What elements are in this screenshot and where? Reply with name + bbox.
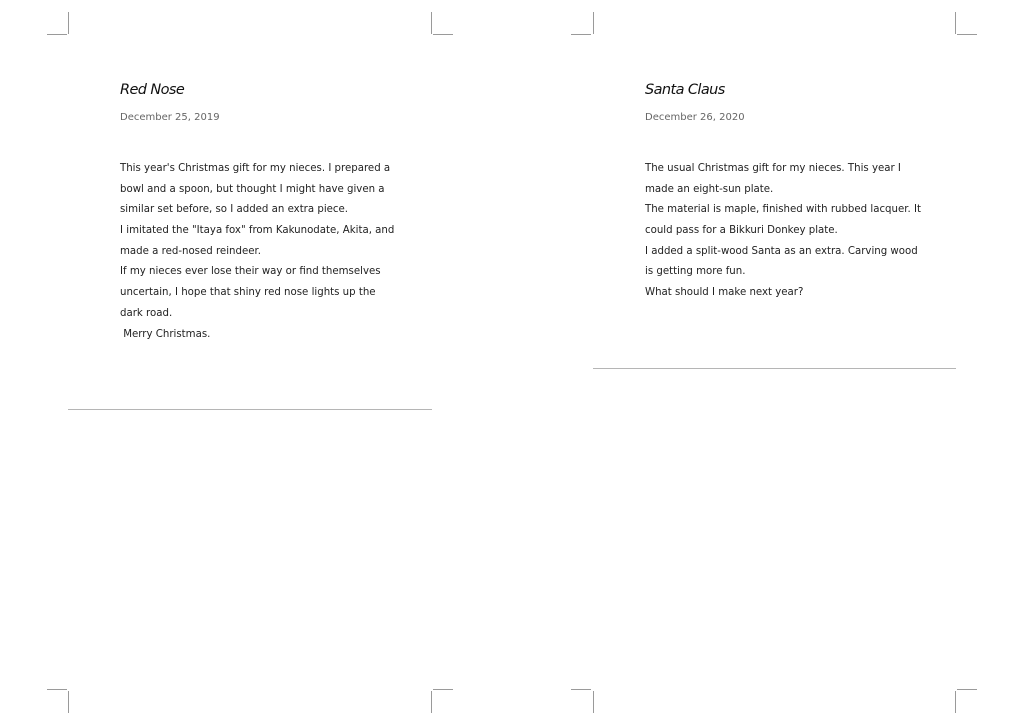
entry-title: Santa Claus <box>645 82 725 98</box>
entry-body <box>120 159 410 345</box>
body-line: The usual Christmas gift for my nieces. This year I <box>645 163 901 174</box>
crop-mark <box>593 691 594 713</box>
entry-title: Red Nose <box>120 82 185 98</box>
body-line: dark road. <box>120 307 173 319</box>
body-line: I imitated the "Itaya fox" from Kakunodate, Akita, and <box>120 225 395 237</box>
body-line: The material is maple, finished with rubbed lacquer. It <box>645 204 921 216</box>
crop-mark <box>571 34 591 35</box>
divider <box>593 368 956 369</box>
crop-mark <box>68 12 69 34</box>
body-line: made a red-nosed reindeer. <box>120 245 261 257</box>
body-line: What should I make next year? <box>645 287 804 299</box>
body-line: is getting more fun. <box>645 266 746 278</box>
entry-date: December 26, 2020 <box>645 112 745 123</box>
crop-mark <box>955 691 956 713</box>
body-line: similar set before, so I added an extra piece. <box>120 204 349 216</box>
crop-mark <box>47 34 67 35</box>
body-line: I added a split-wood Santa as an extra. Carving wood <box>645 245 918 257</box>
crop-mark <box>431 691 432 713</box>
crop-mark <box>955 12 956 34</box>
body-line: could pass for a Bikkuri Donkey plate. <box>645 225 838 237</box>
crop-mark <box>957 34 977 35</box>
body-line: Merry Christmas. <box>120 328 211 340</box>
body-line: made an eight-sun plate. <box>645 183 774 195</box>
body-line: If my nieces ever lose their way or find themselves <box>120 266 381 278</box>
divider <box>68 409 432 410</box>
crop-mark <box>957 689 977 690</box>
crop-mark <box>433 34 453 35</box>
entry-body <box>645 159 935 304</box>
crop-mark <box>593 12 594 34</box>
entry-date: December 25, 2019 <box>120 112 220 123</box>
crop-mark <box>68 691 69 713</box>
body-line: uncertain, I hope that shiny red nose lights up the <box>120 287 376 299</box>
body-line: This year's Christmas gift for my nieces. I prepared a <box>120 163 391 174</box>
crop-mark <box>47 689 67 690</box>
crop-mark <box>433 689 453 690</box>
crop-mark <box>571 689 591 690</box>
crop-mark <box>431 12 432 34</box>
body-line: bowl and a spoon, but thought I might have given a <box>120 183 385 195</box>
